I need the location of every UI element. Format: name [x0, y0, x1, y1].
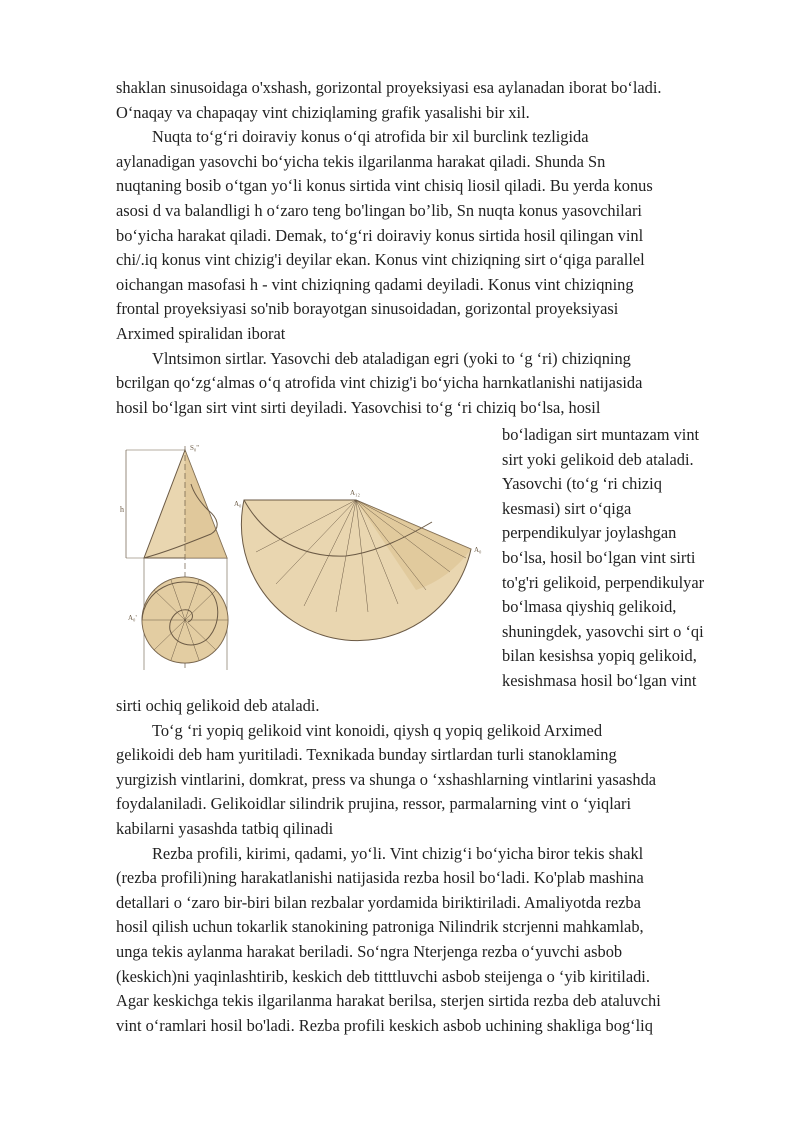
text-line: nuqtaning bosib o‘tgan yo‘li konus sirtida vint chisiq liosil qiladi. Bu yerda konus	[116, 176, 653, 196]
text-line: bo‘ladigan sirt muntazam vint	[502, 425, 700, 444]
text-line: asosi d va balandligi h o‘zaro teng bo'lingan bo’lib, Sn nuqta konus yasovchilari	[116, 201, 642, 220]
text-line: sirti ochiq gelikoid deb ataladi.	[116, 696, 320, 715]
text-line: chi/.iq konus vint chizig'i deyilar ekan. Konus vint chiziqning sirt o‘qiga parallel	[116, 250, 645, 270]
dev-left-label: A₀	[234, 500, 242, 508]
text-line: unga tekis aylanma harakat beriladi. So‘ngra Nterjenga rezba o‘yuvchi asbob	[116, 942, 623, 961]
apex-label: S₀''	[190, 444, 199, 452]
text-line: (keskich)ni yaqinlashtirib, keskich deb titttluvchi asbob steijenga o ‘yib kiritiladi.	[116, 966, 650, 986]
text-line: Rezba profili, kirimi, qadami, yo‘li. Vint chizig‘i bo‘yicha biror tekis shakl	[152, 843, 644, 863]
text-line: bcrilgan qo‘zg‘almas o‘q atrofida vint chizig'i bo‘yicha harnkatlanishi natijasida	[116, 373, 643, 393]
text-line: kesmasi) sirt o‘qiga	[502, 498, 632, 518]
text-line: foydalaniladi. Gelikoidlar silindrik prujina, ressor, parmalarning vint o ‘yiqlari	[116, 794, 632, 814]
height-label: h	[120, 505, 124, 514]
text-line: aylanadigan yasovchi bo‘yicha tekis ilgarilanma harakat qiladi. Shunda Sn	[116, 151, 606, 171]
conical-helix-drawing	[116, 440, 498, 686]
text-line: perpendikulyar joylashgan	[502, 523, 677, 543]
text-line: bilan kesishsa yopiq gelikoid,	[502, 646, 697, 666]
text-line: (rezba profili)ning harakatlanishi natijasida rezba hosil bo‘ladi. Ko'plab mashina	[116, 868, 644, 888]
text-line: kesishmasa hosil bo‘lgan vint	[502, 671, 697, 690]
text-line: Vlntsimon sirtlar. Yasovchi deb ataladigan egri (yoki to ‘g ‘ri) chiziqning	[152, 348, 631, 368]
text-line: Arximed spiralidan iborat	[116, 324, 286, 343]
text-line: frontal proyeksiyasi so'nib borayotgan sinusoidadan, gorizontal proyeksiyasi	[116, 299, 619, 319]
text-line: kabilarni yasashda tatbiq qilinadi	[116, 819, 334, 838]
text-line: shaklan sinusoidaga o'xshash, gorizontal proyeksiyasi esa aylanadan iborat bo‘ladi.	[116, 78, 662, 97]
text-line: To‘g ‘ri yopiq gelikoid vint konoidi, qiysh q yopiq gelikoid Arximed	[152, 720, 603, 740]
text-line: Agar keskichga tekis ilgarilanma harakat berilsa, sterjen sirtida rezba deb ataluvchi	[116, 991, 661, 1011]
text-line: bo‘lmasa qiyshiq gelikoid,	[502, 597, 677, 617]
text-line: oichangan masofasi h - vint chiziqning qadami deyiladi. Konus vint chiziqning	[116, 274, 634, 294]
text-line: bo‘lsa, hosil bo‘lgan vint sirti	[502, 548, 696, 567]
text-line: O‘naqay va chapaqay vint chiziqlaming grafik yasalishi bir xil.	[116, 102, 530, 122]
text-line: hosil bo‘lgan sirt vint sirti deyiladi. Yasovchisi to‘g ‘ri chiziq bo‘lsa, hosil	[116, 397, 601, 417]
text-line: vint o‘ramlari hosil bo'ladi. Rezba profili keskich asbob uchining shakliga bog‘liq	[116, 1015, 653, 1035]
conical-helix-figure	[116, 440, 498, 686]
text-line: gelikoidi deb ham yuritiladi. Texnikada bunday sirtlardan turli stanoklaming	[116, 745, 617, 765]
text-line: bo‘yicha harakat qiladi. Demak, to‘g‘ri doiraviy konus sirtida hosil qilingan vinl	[116, 225, 644, 245]
text-line: yurgizish vintlarini, domkrat, press va shunga o ‘xshashlarning vintlarini yasashda	[116, 769, 657, 789]
cone-plan-view	[128, 577, 228, 663]
text-line: Nuqta to‘g‘ri doiraviy konus o‘qi atrofida bir xil burclink tezligida	[152, 127, 589, 147]
text-line: sirt yoki gelikoid deb ataladi.	[502, 449, 694, 469]
dev-apex-label: A₁₂	[350, 489, 360, 497]
dev-end-label: A₀	[474, 546, 482, 554]
text-line: Yasovchi (to‘g ‘ri chiziq	[502, 474, 662, 494]
text-line: to'g'ri gelikoid, perpendikulyar	[502, 572, 705, 592]
text-line: hosil qilish uchun tokarlik stanokining patroniga Nilindrik stcrjenni mahkamlab,	[116, 917, 644, 937]
plan-label: A₀'	[128, 614, 137, 622]
text-line: detallari o ‘zaro bir-biri bilan rezbalar yordamida biriktiriladi. Amaliyotda rezba	[116, 892, 641, 912]
cone-development	[234, 489, 482, 641]
text-line: shuningdek, yasovchi sirt o ‘qi	[502, 621, 704, 641]
